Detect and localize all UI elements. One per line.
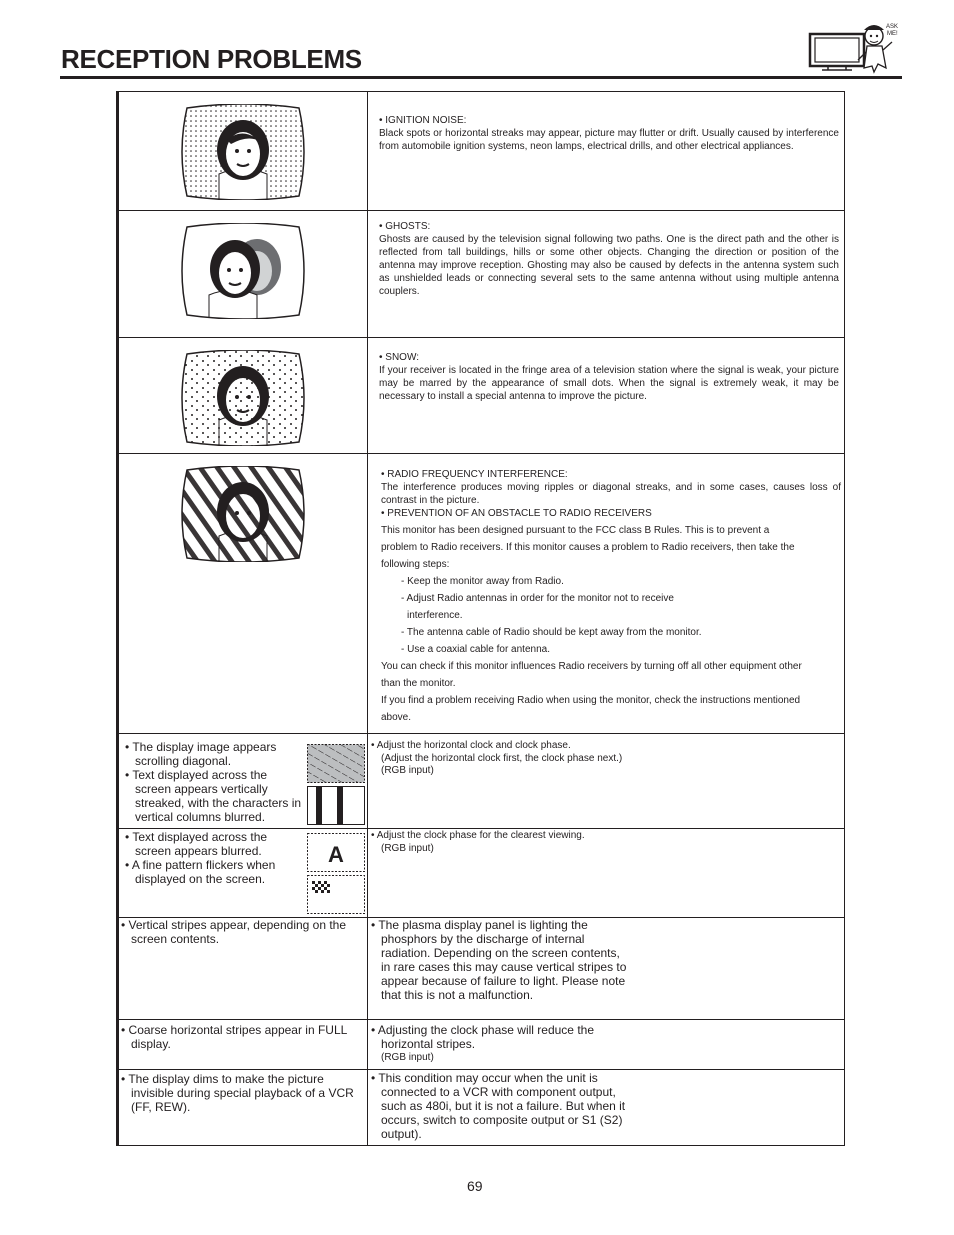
ghosts-text: Ghosts are caused by the television signal following two paths. One is the direct path and the other is reflected from tall buildings, hills or some other objects. Changing the direction or position of the antenna may improve reception. Ghosting may also be caused by defects in the antenna system such as unshielded leads or connecting several sets to the same antenna without using multiple antenna couplers.	[379, 234, 839, 297]
prevention-paragraph-3a: If you find a problem receiving Radio when using the monitor, check the instructions mentioned	[381, 695, 801, 706]
table-row	[119, 1020, 844, 1070]
solution-text: • The plasma display panel is lighting the phosphors by the discharge of internal radiation. Depending on the screen contents, in rare cases this may cause vertical stripes to appear because of failure to light. Please note that this is not a malfunction.	[371, 918, 627, 1002]
radio-interference-tv-image	[179, 466, 307, 562]
page-number: 69	[467, 1178, 483, 1194]
symptom-text: • Text displayed across the screen appears vertically streaked, with the characters in vertical columns blurred.	[125, 768, 302, 824]
solution-cell	[371, 1023, 631, 1065]
ignition-noise-heading: • IGNITION NOISE:	[379, 115, 467, 126]
prevention-paragraph-1c: following steps:	[381, 559, 450, 570]
ignition-noise-tv-image	[179, 104, 307, 200]
prevention-paragraph-1b: problem to Radio receivers. If this monitor causes a problem to Radio receivers, then take the	[381, 542, 795, 553]
symptom-text: • Coarse horizontal stripes appear in FULL display.	[121, 1023, 347, 1051]
mascot-label-me: ME!	[887, 31, 898, 37]
symptom-text: • The display dims to make the picture invisible during special playback of a VCR (FF, REW).	[121, 1072, 354, 1114]
solution-note: (Adjust the horizontal clock first, the clock phase next.)	[381, 752, 623, 764]
symptom-text: • Text displayed across the screen appears blurred.	[125, 830, 268, 858]
prevention-step-2b: interference.	[407, 610, 463, 621]
solution-text: • Adjust the horizontal clock and clock phase.	[371, 740, 571, 751]
reception-table	[116, 91, 845, 1146]
ghosts-description	[379, 220, 839, 298]
prevention-paragraph-3b: above.	[381, 712, 412, 723]
ask-me-mascot-icon	[806, 20, 902, 76]
solution-text: • This condition may occur when the unit is connected to a VCR with component output, such as 480i, but it is not a failure. But when it occurs, switch to composite output or S1 (S2) output).	[371, 1071, 626, 1141]
ignition-noise-text: Black spots or horizontal streaks may appear, picture may flutter or drift. Usually caused by interference from automobile ignition systems, neon lamps, electrical drills, and other electrical appliances.	[379, 128, 839, 152]
prevention-paragraph-2a: You can check if this monitor influences Radio receivers by turning off all other equipment other	[381, 661, 802, 672]
prevention-step-1: - Keep the monitor away from Radio.	[401, 576, 564, 587]
ghosts-heading: • GHOSTS:	[379, 221, 431, 232]
prevention-heading: • PREVENTION OF AN OBSTACLE TO RADIO RECEIVERS	[381, 508, 652, 519]
thumbnail-letter: A	[328, 842, 344, 867]
table-row	[119, 829, 844, 918]
table-row	[119, 338, 844, 454]
radio-interference-heading: • RADIO FREQUENCY INTERFERENCE:	[381, 469, 568, 480]
symptom-cell	[125, 830, 303, 886]
solution-cell	[371, 1071, 631, 1141]
solution-text: • Adjusting the clock phase will reduce the horizontal stripes.	[371, 1023, 594, 1051]
symptom-cell	[121, 918, 361, 946]
table-row	[119, 211, 844, 338]
radio-interference-description	[381, 468, 841, 726]
prevention-step-2a: - Adjust Radio antennas in order for the monitor not to receive	[401, 593, 674, 604]
page-title: RECEPTION PROBLEMS	[61, 44, 362, 74]
prevention-paragraph-1a: This monitor has been designed pursuant to the FCC class B Rules. This is to prevent a	[381, 525, 770, 536]
ghosts-tv-image	[179, 223, 307, 319]
table-row	[119, 734, 844, 829]
symptom-text: • Vertical stripes appear, depending on the screen contents.	[121, 918, 347, 946]
prevention-step-3: - The antenna cable of Radio should be kept away from the monitor.	[401, 627, 702, 638]
prevention-step-4: - Use a coaxial cable for antenna.	[401, 644, 550, 655]
mascot-label-ask: ASK	[886, 24, 899, 30]
diagonal-scroll-thumbnail	[307, 744, 365, 826]
ignition-noise-description	[379, 114, 839, 153]
solution-input: (RGB input)	[381, 1052, 434, 1063]
snow-heading: • SNOW:	[379, 352, 419, 363]
snow-description	[379, 351, 839, 403]
prevention-paragraph-2b: than the monitor.	[381, 678, 456, 689]
symptom-text: • The display image appears scrolling diagonal.	[125, 740, 277, 768]
solution-cell	[371, 830, 631, 855]
table-row	[119, 918, 844, 1020]
symptom-cell	[121, 1072, 361, 1114]
radio-interference-text: The interference produces moving ripples or diagonal streaks, and in some cases, causes loss of contrast in the picture.	[381, 482, 841, 506]
solution-input: (RGB input)	[381, 842, 434, 854]
symptom-cell	[125, 740, 303, 824]
table-row	[119, 1070, 844, 1146]
blurred-text-thumbnail	[307, 833, 365, 915]
symptom-cell	[121, 1023, 361, 1051]
snow-tv-image	[179, 350, 307, 446]
table-row	[119, 92, 844, 211]
symptom-text: • A fine pattern flickers when displayed on the screen.	[125, 858, 276, 886]
solution-cell	[371, 918, 631, 1002]
solution-input: (RGB input)	[381, 765, 434, 776]
solution-cell	[371, 740, 631, 778]
snow-text: If your receiver is located in the fringe area of a television station where the signal is weak, your picture may be marred by the appearance of small dots. When the signal is extremely weak, it may be necessary to install a special antenna to improve the picture.	[379, 365, 839, 402]
solution-text: • Adjust the clock phase for the clearest viewing.	[371, 830, 585, 841]
table-row	[119, 454, 844, 734]
title-rule	[60, 76, 902, 79]
